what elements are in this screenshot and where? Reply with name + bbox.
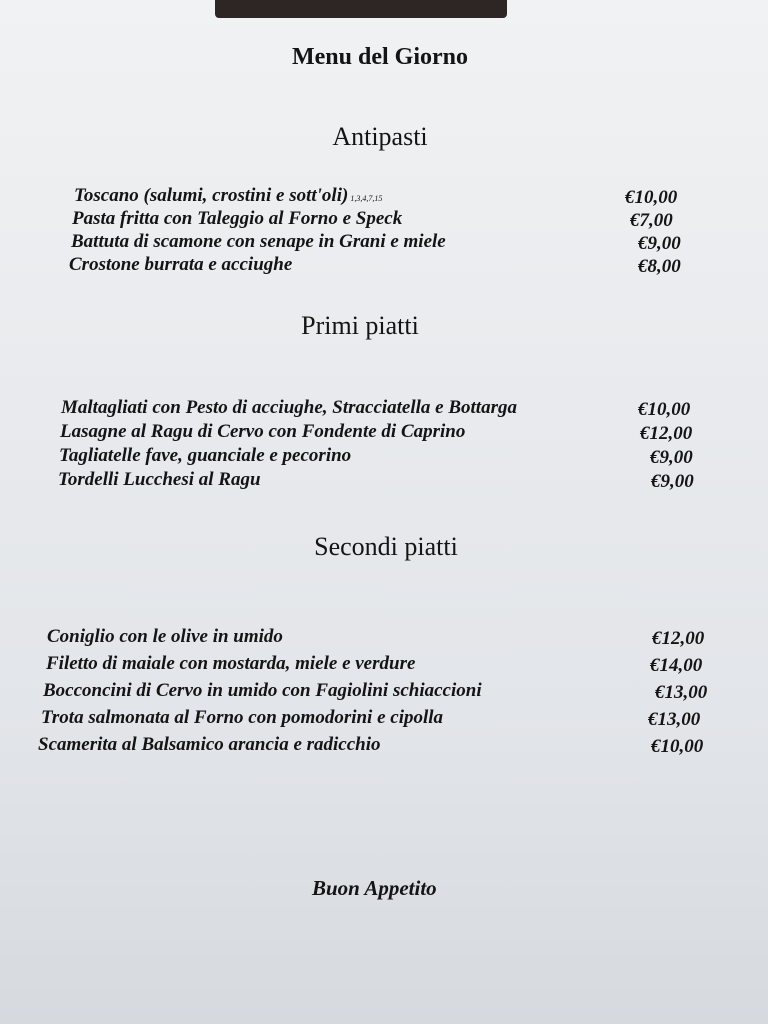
menu-item-name: Trota salmonata al Forno con pomodorini e cipolla xyxy=(41,707,444,728)
menu-item-name: Coniglio con le olive in umido xyxy=(47,626,283,647)
menu-item-price: €12,00 xyxy=(640,423,693,444)
section-heading-secondi-piatti: Secondi piatti xyxy=(314,532,458,561)
menu-item-name: Maltagliati con Pesto di acciughe, Stracciatella e Bottarga xyxy=(61,397,517,418)
menu-item-price: €10,00 xyxy=(651,736,704,757)
section-heading-antipasti: Antipasti xyxy=(332,122,428,151)
section-heading-primi-piatti: Primi piatti xyxy=(301,311,419,340)
menu-item-price: €13,00 xyxy=(655,682,708,703)
menu-item-price: €14,00 xyxy=(650,655,703,676)
menu-item-price: €7,00 xyxy=(630,210,673,231)
menu-item-price: €10,00 xyxy=(625,187,678,208)
menu-item-name: Crostone burrata e acciughe xyxy=(69,254,293,275)
menu-item-name: Battuta di scamone con senape in Grani e miele xyxy=(71,231,446,252)
clipboard-clip xyxy=(215,0,507,18)
menu-item-price: €8,00 xyxy=(638,256,681,277)
allergen-codes: 1,3,4,7,15 xyxy=(350,194,383,203)
menu-item-price: €9,00 xyxy=(650,447,693,468)
menu-item-price: €13,00 xyxy=(648,709,701,730)
menu-item-name: Lasagne al Ragu di Cervo con Fondente di Caprino xyxy=(60,421,466,442)
menu-item-name: Toscano (salumi, crostini e sott'oli) 1,3,4,7,15 xyxy=(74,185,383,206)
menu-item-price: €12,00 xyxy=(652,628,705,649)
menu-item-price: €9,00 xyxy=(651,471,694,492)
menu-item-name: Filetto di maiale con mostarda, miele e verdure xyxy=(46,653,416,674)
menu-item-price: €9,00 xyxy=(638,233,681,254)
menu-item-name: Tordelli Lucchesi al Ragu xyxy=(58,469,261,490)
menu-item-price: €10,00 xyxy=(638,399,691,420)
menu-item-name: Scamerita al Balsamico arancia e radicchio xyxy=(38,734,381,755)
menu-title: Menu del Giorno xyxy=(291,44,468,70)
closing-message: Buon Appetito xyxy=(312,876,437,900)
menu-item-name: Bocconcini di Cervo in umido con Fagiolini schiaccioni xyxy=(43,680,482,701)
menu-item-name: Pasta fritta con Taleggio al Forno e Speck xyxy=(72,208,403,229)
menu-item-name: Tagliatelle fave, guanciale e pecorino xyxy=(59,445,352,466)
